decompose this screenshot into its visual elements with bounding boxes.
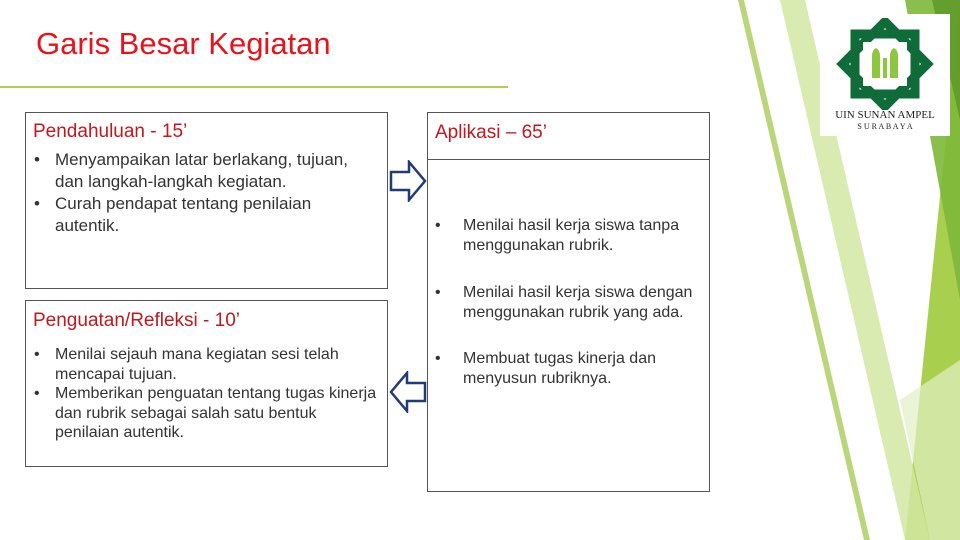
list-item [33,149,378,193]
reflect-box [25,300,388,467]
app-bullet-text: Menilai hasil kerja siswa dengan menggunakan rubrik yang ada. [463,284,693,321]
arrow-left-icon [389,371,427,413]
logo-city: S U R A B A Y A [857,122,913,131]
slide-title: Garis Besar Kegiatan [36,26,331,61]
list-item [33,345,378,384]
bullet-marker: • [34,194,40,213]
intro-bullet-text: Menyampaikan latar berlakang, tujuan, dan langkah-langkah kegiatan. [55,150,348,191]
list-item [33,193,378,237]
intro-bullet-list [33,149,378,237]
reflect-bullet-text: Menilai sejauh mana kegiatan sesi telah mencapai tujuan. [55,346,339,383]
arrow-right-icon [389,160,427,202]
logo-university-name: UIN SUNAN AMPEL [835,109,935,121]
app-heading-box [427,112,710,160]
intro-bullet-text: Curah pendapat tentang penilaian autentik. [55,194,312,235]
bullet-marker: • [435,284,441,301]
app-bullet-list [434,216,706,389]
title-underline [0,86,508,88]
list-item [33,384,378,443]
bullet-marker: • [34,385,40,402]
reflect-heading: Penguatan/Refleksi - 10’ [33,310,241,331]
bullet-marker: • [34,346,40,363]
app-heading: Aplikasi – 65’ [435,122,547,143]
bullet-marker: • [435,350,441,367]
uin-logo [820,14,950,136]
intro-heading: Pendahuluan - 15’ [33,121,188,142]
bullet-marker: • [34,150,40,169]
intro-box [25,112,388,289]
app-bullet-text: Membuat tugas kinerja dan menyusun rubriknya. [463,350,656,387]
list-item [434,216,706,256]
uin-emblem-icon [828,18,942,110]
list-item [434,349,706,389]
reflect-bullet-list [33,345,378,443]
app-box [427,159,710,492]
list-item [434,283,706,323]
reflect-bullet-text: Memberikan penguatan tentang tugas kinerja dan rubrik sebagai salah satu bentuk penilaian autentik. [55,385,377,441]
app-bullet-text: Menilai hasil kerja siswa tanpa menggunakan rubrik. [463,217,680,254]
bullet-marker: • [435,217,441,234]
